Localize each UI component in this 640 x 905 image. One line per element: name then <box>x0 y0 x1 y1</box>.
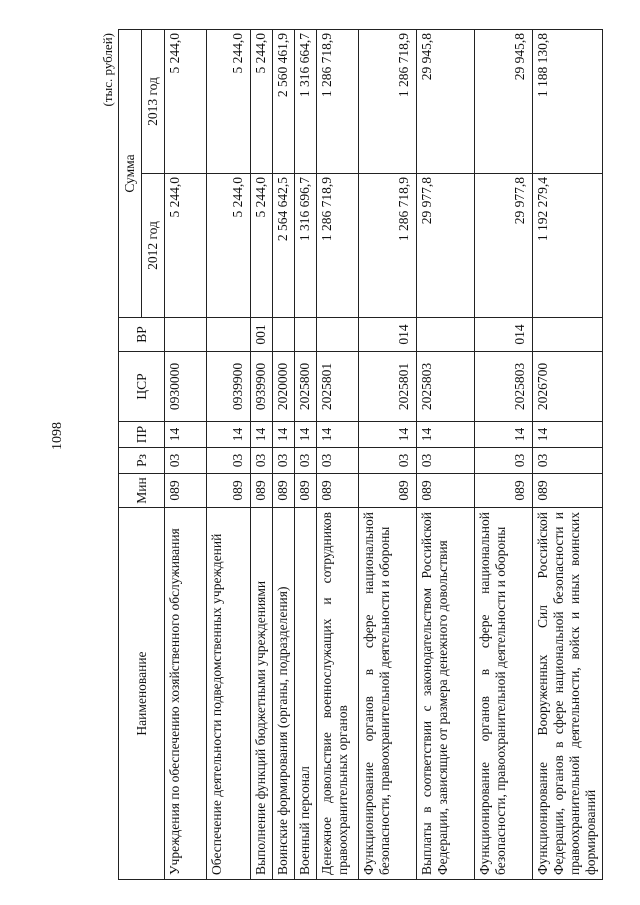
row-sum-2013: 1 188 130,8 <box>533 29 603 173</box>
row-pr: 14 <box>273 422 295 448</box>
row-csr: 2020000 <box>273 352 295 422</box>
table-row <box>207 29 251 879</box>
row-pr: 14 <box>475 422 533 448</box>
row-min: 089 <box>475 474 533 508</box>
row-min: 089 <box>251 474 273 508</box>
row-sum-2013: 1 286 718,9 <box>317 29 359 173</box>
row-sum-2013: 2 560 461,9 <box>273 29 295 173</box>
table-row <box>273 29 295 879</box>
row-min: 089 <box>533 474 603 508</box>
row-name: Денежное довольствие военнослужащих и сотрудников правоохранительных органов <box>317 508 359 880</box>
row-min: 089 <box>207 474 251 508</box>
row-pr: 14 <box>251 422 273 448</box>
table-row <box>317 29 359 879</box>
row-vr: 014 <box>359 318 417 352</box>
row-pr: 14 <box>317 422 359 448</box>
row-sum-2012: 29 977,8 <box>417 174 475 318</box>
row-csr: 0939900 <box>251 352 273 422</box>
row-csr: 2025801 <box>317 352 359 422</box>
row-sum-2012: 1 192 279,4 <box>533 174 603 318</box>
row-csr: 2025800 <box>295 352 317 422</box>
row-rz: 03 <box>533 448 603 474</box>
row-name: Обеспечение деятельности подведомственных учреждений <box>207 508 251 880</box>
table-row <box>165 29 207 879</box>
row-csr: 0930000 <box>165 352 207 422</box>
row-rz: 03 <box>417 448 475 474</box>
row-rz: 03 <box>359 448 417 474</box>
units-note: (тыс. рублей) <box>100 33 115 107</box>
row-sum-2012: 2 564 642,5 <box>273 174 295 318</box>
row-sum-2013: 1 316 664,7 <box>295 29 317 173</box>
row-name: Функционирование органов в сфере национальной безопасности, правоохранительной деятельности и обороны <box>359 508 417 880</box>
row-min: 089 <box>273 474 295 508</box>
row-pr: 14 <box>165 422 207 448</box>
table-row <box>533 29 603 879</box>
row-vr <box>207 318 251 352</box>
table-body <box>165 29 603 879</box>
page-number: 1098 <box>50 422 65 450</box>
row-rz: 03 <box>317 448 359 474</box>
header-sum: Сумма <box>119 29 142 317</box>
row-vr <box>533 318 603 352</box>
row-sum-2012: 29 977,8 <box>475 174 533 318</box>
table-row <box>359 29 417 879</box>
row-csr: 2025803 <box>417 352 475 422</box>
row-vr <box>273 318 295 352</box>
row-name: Функционирование Вооруженных Сил Российской Федерации, органов в сфере национальной безопасности и правоохранительной деятельности, войск и иных воинских формирований <box>533 508 603 880</box>
row-sum-2013: 1 286 718,9 <box>359 29 417 173</box>
header-csr: ЦСР <box>119 352 165 422</box>
row-pr: 14 <box>359 422 417 448</box>
row-sum-2012: 5 244,0 <box>207 174 251 318</box>
row-min: 089 <box>295 474 317 508</box>
row-vr <box>295 318 317 352</box>
row-rz: 03 <box>475 448 533 474</box>
row-min: 089 <box>417 474 475 508</box>
row-name: Военный персонал <box>295 508 317 880</box>
row-min: 089 <box>317 474 359 508</box>
row-sum-2012: 5 244,0 <box>165 174 207 318</box>
row-name: Выплаты в соответствии с законодательством Российской Федерации, зависящие от размера денежного довольствия <box>417 508 475 880</box>
row-min: 089 <box>165 474 207 508</box>
row-name: Воинские формирования (органы, подразделения) <box>273 508 295 880</box>
row-sum-2013: 5 244,0 <box>207 29 251 173</box>
row-pr: 14 <box>295 422 317 448</box>
row-name: Выполнение функций бюджетными учреждениями <box>251 508 273 880</box>
row-csr: 0939900 <box>207 352 251 422</box>
row-rz: 03 <box>251 448 273 474</box>
row-name: Функционирование органов в сфере национальной безопасности, правоохранительной деятельности и обороны <box>475 508 533 880</box>
row-sum-2013: 5 244,0 <box>165 29 207 173</box>
table-row <box>295 29 317 879</box>
row-sum-2013: 29 945,8 <box>475 29 533 173</box>
row-sum-2012: 1 286 718,9 <box>359 174 417 318</box>
row-vr <box>165 318 207 352</box>
row-sum-2012: 5 244,0 <box>251 174 273 318</box>
row-csr: 2025803 <box>475 352 533 422</box>
row-pr: 14 <box>207 422 251 448</box>
row-rz: 03 <box>207 448 251 474</box>
header-year-2013: 2013 год <box>142 29 165 173</box>
header-name: Наименование <box>119 508 165 880</box>
table-row <box>417 29 475 879</box>
row-rz: 03 <box>295 448 317 474</box>
table-row <box>475 29 533 879</box>
header-year-2012: 2012 год <box>142 174 165 318</box>
rotated-budget-table-page <box>100 30 598 880</box>
row-csr: 2025801 <box>359 352 417 422</box>
row-sum-2013: 29 945,8 <box>417 29 475 173</box>
header-rz: Рз <box>119 448 165 474</box>
row-rz: 03 <box>165 448 207 474</box>
row-sum-2012: 1 316 696,7 <box>295 174 317 318</box>
row-min: 089 <box>359 474 417 508</box>
budget-table <box>118 29 603 880</box>
row-csr: 2026700 <box>533 352 603 422</box>
row-pr: 14 <box>533 422 603 448</box>
row-vr <box>317 318 359 352</box>
header-vr: ВР <box>119 318 165 352</box>
header-pr: ПР <box>119 422 165 448</box>
row-vr: 014 <box>475 318 533 352</box>
table-row <box>251 29 273 879</box>
row-pr: 14 <box>417 422 475 448</box>
row-rz: 03 <box>273 448 295 474</box>
row-vr <box>417 318 475 352</box>
row-vr: 001 <box>251 318 273 352</box>
header-min: Мин <box>119 474 165 508</box>
row-name: Учреждения по обеспечению хозяйственного обслуживания <box>165 508 207 880</box>
row-sum-2012: 1 286 718,9 <box>317 174 359 318</box>
row-sum-2013: 5 244,0 <box>251 29 273 173</box>
